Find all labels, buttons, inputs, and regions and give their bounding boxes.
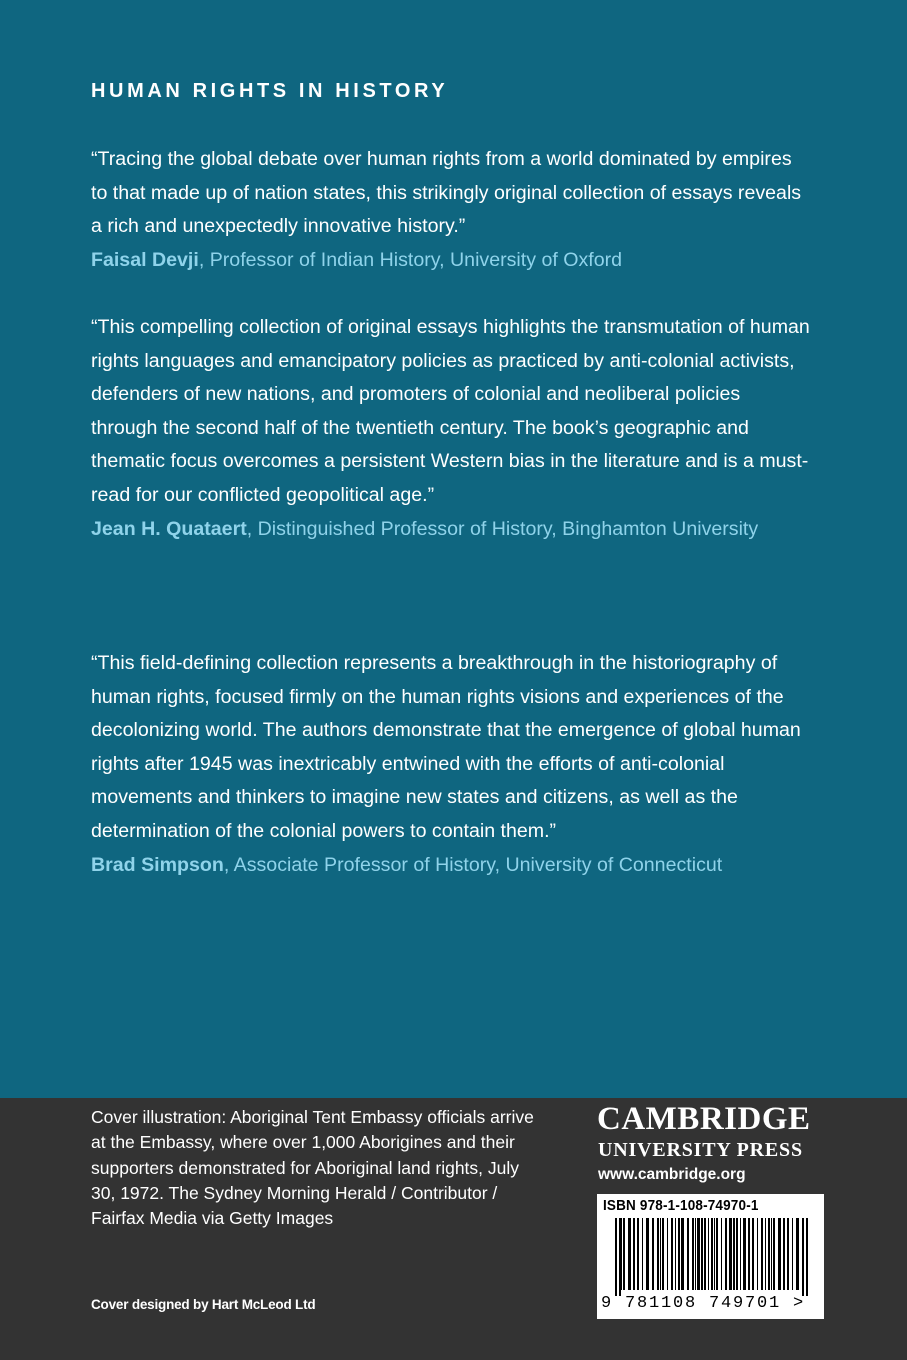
isbn-label: ISBN 978-1-108-74970-1 <box>603 1197 759 1214</box>
endorsement-quote: “This compelling collection of original essays highlights the transmutation of human rights languages and emancipatory policies as practiced by anti-colonial activists, defenders of new nations, and promoters of colonial and neoliberal policies through the second half of the twentieth century. The book’s geographic and thematic focus overcomes a persistent Western bias in the literature and is a must-read for our conflicted geopolitical age.” <box>91 316 810 506</box>
endorsement-2 <box>91 311 811 546</box>
endorser-affiliation: , Distinguished Professor of History, Binghamton University <box>246 517 759 540</box>
endorsement-attribution <box>91 244 811 278</box>
publisher-name: CAMBRIDGE <box>597 1101 811 1137</box>
endorsement-1 <box>91 143 811 277</box>
series-title: HUMAN RIGHTS IN HISTORY <box>91 80 449 102</box>
endorser-name: Brad Simpson <box>91 853 224 876</box>
isbn-barcode <box>597 1194 824 1319</box>
endorser-name: Faisal Devji <box>91 248 199 271</box>
endorsement-quote: “This field-defining collection represents a breakthrough in the historiography of human rights, focused firmly on the human rights visions and experiences of the decolonizing world. The authors demonstrate that the emergence of global human rights after 1945 was inextricably entwined with the efforts of anti-colonial movements and thinkers to imagine new states and citizens, as well as the determination of the colonial powers to contain them.” <box>91 652 801 842</box>
endorser-name: Jean H. Quataert <box>91 517 247 540</box>
endorsement-quote: “Tracing the global debate over human rights from a world dominated by empires to that made up of nation states, this strikingly original collection of essays reveals a rich and unexpectedly innovative history.” <box>91 148 802 238</box>
endorsement-attribution <box>91 849 811 883</box>
barcode-digits: 9 781108 749701 > <box>601 1294 806 1313</box>
endorsement-attribution <box>91 513 811 547</box>
publisher-subtitle: UNIVERSITY PRESS <box>598 1139 803 1161</box>
cover-designer-credit: Cover designed by Hart McLeod Ltd <box>91 1297 316 1312</box>
publisher-url: www.cambridge.org <box>598 1166 746 1183</box>
endorser-affiliation: , Professor of Indian History, University of Oxford <box>198 248 623 271</box>
endorsement-3 <box>91 647 811 882</box>
cover-illustration-credit: Cover illustration: Aboriginal Tent Embassy officials arrive at the Embassy, where over 1,000 Aborigines and their supporters demonstrated for Aboriginal land rights, July 30, 1972. The Sydney Morning Herald / Contributor / Fairfax Media via Getty Images <box>91 1107 534 1229</box>
endorser-affiliation: , Associate Professor of History, University of Connecticut <box>223 853 723 876</box>
